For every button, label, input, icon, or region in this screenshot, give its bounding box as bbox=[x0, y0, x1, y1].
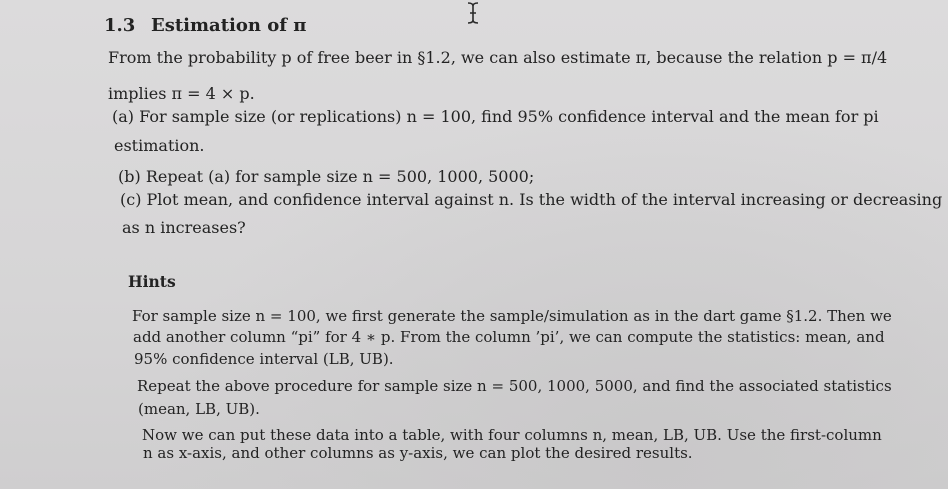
hint-2-line-1: Repeat the above procedure for sample size n = 500, 1000, 5000, and find the associated statistics bbox=[137, 377, 892, 395]
part-b-line-1: (b) Repeat (a) for sample size n = 500, 1000, 5000; bbox=[118, 167, 535, 186]
section-title: Estimation of π bbox=[151, 15, 307, 36]
section-number: 1.3 bbox=[104, 15, 136, 36]
intro-line-1: From the probability p of free beer in §1.2, we can also estimate π, because the relation p = π/4 bbox=[108, 48, 888, 67]
part-a-line-2: estimation. bbox=[114, 136, 205, 155]
hint-3-line-2: n as x-axis, and other columns as y-axis, we can plot the desired results. bbox=[143, 444, 693, 462]
hint-1-line-2: add another column “pi” for 4 ∗ p. From the column ’pi’, we can compute the statistics: mean, and bbox=[133, 328, 885, 346]
hint-3-line-1: Now we can put these data into a table, with four columns n, mean, LB, UB. Use the first-column bbox=[142, 426, 882, 444]
part-a-line-1: (a) For sample size (or replications) n = 100, find 95% confidence interval and the mean for pi bbox=[112, 107, 879, 126]
hint-2-line-2: (mean, LB, UB). bbox=[138, 400, 260, 418]
text-cursor-icon bbox=[466, 2, 480, 24]
part-c-line-1: (c) Plot mean, and confidence interval against n. Is the width of the interval increasing or decreasing bbox=[120, 190, 943, 209]
hint-1-line-3: 95% confidence interval (LB, UB). bbox=[134, 350, 394, 368]
hint-1-line-1: For sample size n = 100, we first generate the sample/simulation as in the dart game §1.2. Then we bbox=[132, 307, 892, 325]
intro-line-2: implies π = 4 × p. bbox=[108, 84, 255, 103]
part-c-line-2: as n increases? bbox=[122, 218, 246, 237]
hints-heading: Hints bbox=[128, 272, 176, 291]
